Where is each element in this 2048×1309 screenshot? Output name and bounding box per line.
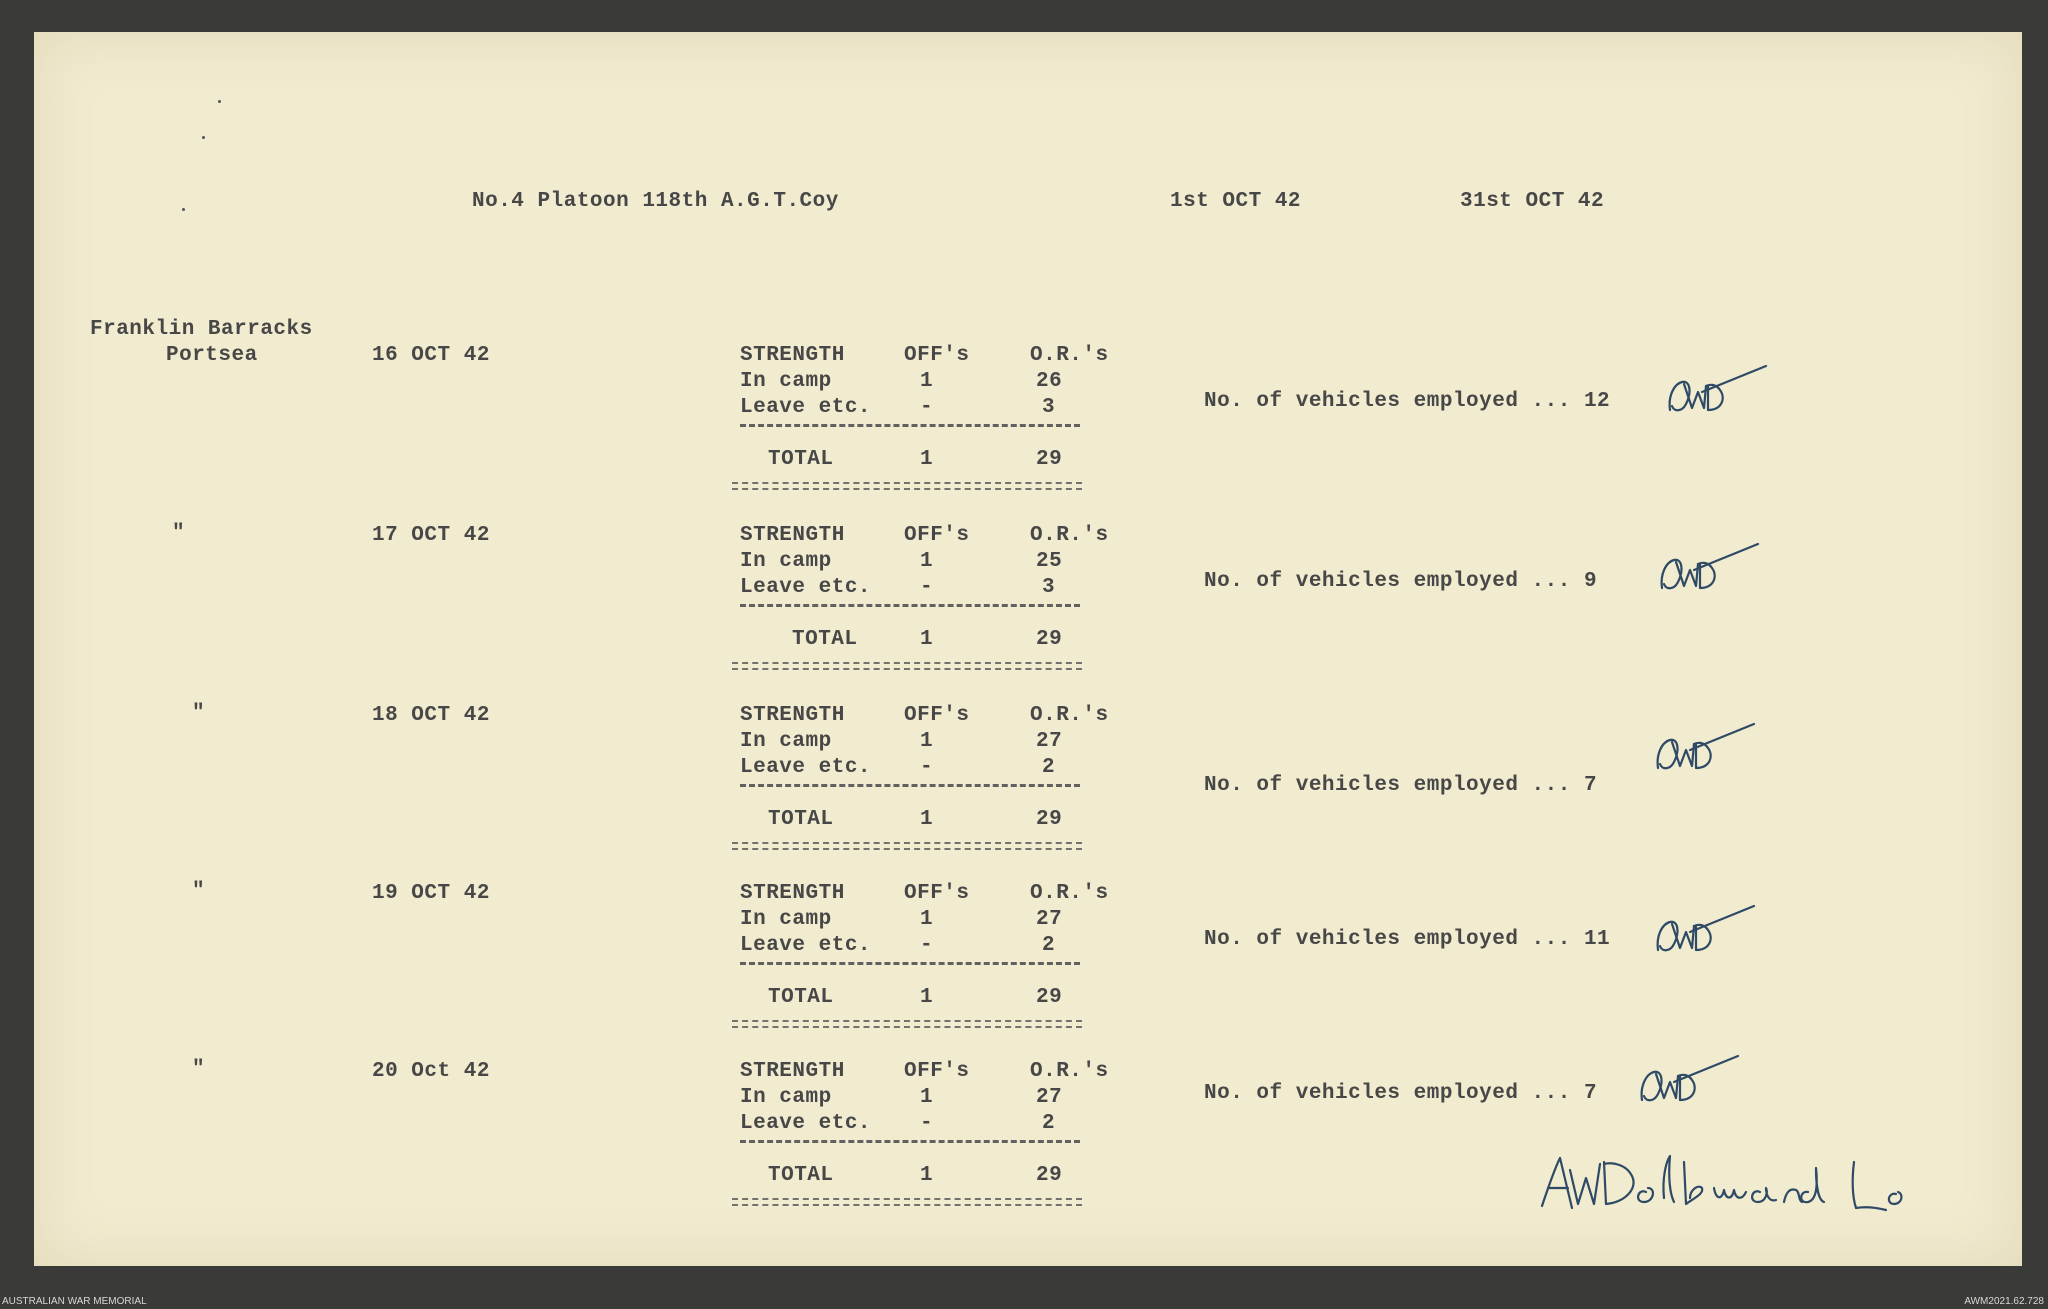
leave-label: Leave etc. [740,1112,872,1135]
offs-leave: - [920,1112,934,1135]
total-label: TOTAL [768,1164,834,1187]
offs-header: OFF's [904,882,970,905]
in-camp-label: In camp [740,908,832,931]
ors-header: O.R.'s [1030,882,1109,905]
in-camp-label: In camp [740,730,832,753]
ors-header: O.R.'s [1030,1060,1109,1083]
ors-header: O.R.'s [1030,524,1109,547]
offs-total: 1 [920,808,934,831]
location-line2: Portsea [166,344,258,367]
ors-leave: 3 [1042,396,1056,419]
offs-in-camp: 1 [920,1086,934,1109]
vehicles-employed: No. of vehicles employed ... 7 [1204,774,1598,797]
strength-label: STRENGTH [740,704,845,727]
ors-total: 29 [1036,986,1063,1009]
in-camp-label: In camp [740,1086,832,1109]
offs-header: OFF's [904,704,970,727]
offs-header: OFF's [904,1060,970,1083]
strength-label: STRENGTH [740,344,845,367]
strength-label: STRENGTH [740,524,845,547]
in-camp-label: In camp [740,370,832,393]
officer-signature [1534,1148,1914,1228]
ors-total: 29 [1036,448,1063,471]
entry-date: 17 OCT 42 [372,524,490,547]
ors-leave: 2 [1042,1112,1056,1135]
in-camp-label: In camp [740,550,832,573]
ors-total: 29 [1036,808,1063,831]
offs-total: 1 [920,448,934,471]
ors-in-camp: 27 [1036,908,1063,931]
vehicles-employed: No. of vehicles employed ... 12 [1204,390,1611,413]
entry-date: 16 OCT 42 [372,344,490,367]
vehicles-employed: No. of vehicles employed ... 9 [1204,570,1598,593]
daily-entry [34,32,2022,1266]
initials-drawing [1634,1052,1744,1122]
subtotal-rule [740,1140,1080,1143]
footer-institution: AUSTRALIAN WAR MEMORIAL [2,1296,147,1307]
total-label: TOTAL [768,808,834,831]
strength-label: STRENGTH [740,882,845,905]
total-double-rule [732,1198,1082,1206]
ors-leave: 2 [1042,934,1056,957]
offs-in-camp: 1 [920,908,934,931]
ors-in-camp: 27 [1036,1086,1063,1109]
footer-accession-number: AWM2021.62.728 [1964,1296,2044,1307]
offs-total: 1 [920,986,934,1009]
leave-label: Leave etc. [740,396,872,419]
offs-leave: - [920,756,934,779]
offs-leave: - [920,396,934,419]
total-label: TOTAL [768,448,834,471]
total-label: TOTAL [792,628,858,651]
entry-date: 18 OCT 42 [372,704,490,727]
ors-header: O.R.'s [1030,344,1109,367]
leave-label: Leave etc. [740,576,872,599]
document-page [34,32,2022,1266]
period-end: 31st OCT 42 [1460,190,1605,213]
offs-header: OFF's [904,344,970,367]
offs-in-camp: 1 [920,550,934,573]
ors-header: O.R.'s [1030,704,1109,727]
ors-total: 29 [1036,1164,1063,1187]
ors-in-camp: 26 [1036,370,1063,393]
ors-in-camp: 25 [1036,550,1063,573]
signature-drawing [1534,1148,1914,1228]
initials-signature [1634,1052,1744,1122]
offs-total: 1 [920,1164,934,1187]
strength-label: STRENGTH [740,1060,845,1083]
archive-footer [0,1296,2048,1309]
ors-leave: 2 [1042,756,1056,779]
location-line1: Franklin Barracks [90,318,313,341]
offs-header: OFF's [904,524,970,547]
leave-label: Leave etc. [740,756,872,779]
offs-leave: - [920,576,934,599]
vehicles-employed: No. of vehicles employed ... 7 [1204,1082,1598,1105]
period-start: 1st OCT 42 [1170,190,1302,213]
ditto-mark: " [172,522,186,545]
ditto-mark: " [192,1058,206,1081]
entry-date: 19 OCT 42 [372,882,490,905]
offs-in-camp: 1 [920,370,934,393]
vehicles-employed: No. of vehicles employed ... 11 [1204,928,1611,951]
ors-in-camp: 27 [1036,730,1063,753]
offs-in-camp: 1 [920,730,934,753]
offs-leave: - [920,934,934,957]
leave-label: Leave etc. [740,934,872,957]
ditto-mark: " [192,880,206,903]
ors-total: 29 [1036,628,1063,651]
ors-leave: 3 [1042,576,1056,599]
offs-total: 1 [920,628,934,651]
entry-date: 20 Oct 42 [372,1060,490,1083]
ditto-mark: " [192,702,206,725]
unit-title: No.4 Platoon 118th A.G.T.Coy [472,190,839,213]
total-label: TOTAL [768,986,834,1009]
